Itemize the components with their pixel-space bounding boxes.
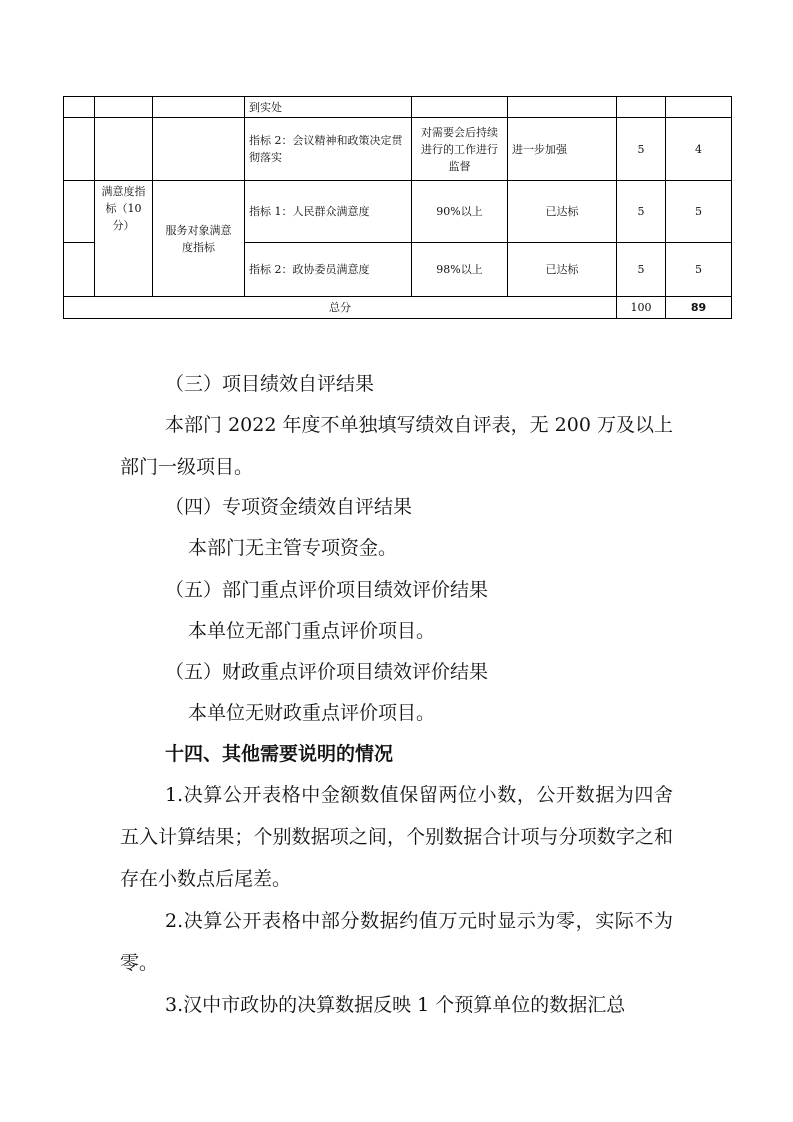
score-cell: 5 bbox=[666, 243, 732, 297]
section-paragraph: 本单位无财政重点评价项目。 bbox=[188, 702, 436, 724]
satisfaction-level1-cell: 满意度指标（10分） bbox=[95, 181, 153, 297]
chapter-paragraph-2: 2.决算公开表格中部分数据约值万元时显示为零，实际不为零。 bbox=[120, 910, 673, 974]
total-row bbox=[64, 297, 732, 319]
target-cell: 对需要会后持续进行的工作进行监督 bbox=[412, 118, 508, 181]
chapter-title: 十四、其他需要说明的情况 bbox=[165, 743, 394, 765]
section-paragraph: 本单位无部门重点评价项目。 bbox=[188, 620, 436, 642]
section-heading: （五）财政重点评价项目绩效评价结果 bbox=[165, 661, 489, 683]
result-cell: 进一步加强 bbox=[508, 118, 617, 181]
section-heading: （五）部门重点评价项目绩效评价结果 bbox=[165, 579, 489, 601]
indicator-cell: 指标 2：政协委员满意度 bbox=[245, 243, 412, 297]
indicator-cell: 到实处 bbox=[245, 97, 412, 118]
indicator-cell: 指标 1：人民群众满意度 bbox=[245, 181, 412, 243]
chapter-paragraph-1: 1.决算公开表格中金额数值保留两位小数，公开数据为四舍五入计算结果；个别数据项之间，个别数据合计项与分项数字之和存在小数点后尾差。 bbox=[120, 784, 673, 890]
target-cell: 98%以上 bbox=[412, 243, 508, 297]
chapter-paragraph-3: 3.汉中市政协的决算数据反映 1 个预算单位的数据汇总 bbox=[165, 994, 626, 1016]
table-row bbox=[64, 181, 732, 243]
total-label: 总分 bbox=[64, 297, 617, 319]
table-row bbox=[64, 118, 732, 181]
section-heading: （三）项目绩效自评结果 bbox=[165, 373, 375, 395]
performance-table bbox=[63, 96, 732, 319]
table-row bbox=[64, 97, 732, 118]
total-score: 89 bbox=[666, 297, 732, 319]
score-cell: 4 bbox=[666, 118, 732, 181]
weight-cell: 5 bbox=[617, 243, 666, 297]
result-cell: 已达标 bbox=[508, 181, 617, 243]
satisfaction-level2-cell: 服务对象满意度指标 bbox=[153, 181, 245, 297]
result-cell: 已达标 bbox=[508, 243, 617, 297]
section-paragraph: 本部门 2022 年度不单独填写绩效自评表，无 200 万及以上部门一级项目。 bbox=[120, 414, 673, 478]
section-paragraph: 本部门无主管专项资金。 bbox=[188, 537, 398, 559]
total-weight: 100 bbox=[617, 297, 666, 319]
weight-cell: 5 bbox=[617, 118, 666, 181]
score-cell: 5 bbox=[666, 181, 732, 243]
section-heading: （四）专项资金绩效自评结果 bbox=[165, 496, 413, 518]
weight-cell: 5 bbox=[617, 181, 666, 243]
indicator-cell: 指标 2：会议精神和政策决定贯彻落实 bbox=[245, 118, 412, 181]
target-cell: 90%以上 bbox=[412, 181, 508, 243]
